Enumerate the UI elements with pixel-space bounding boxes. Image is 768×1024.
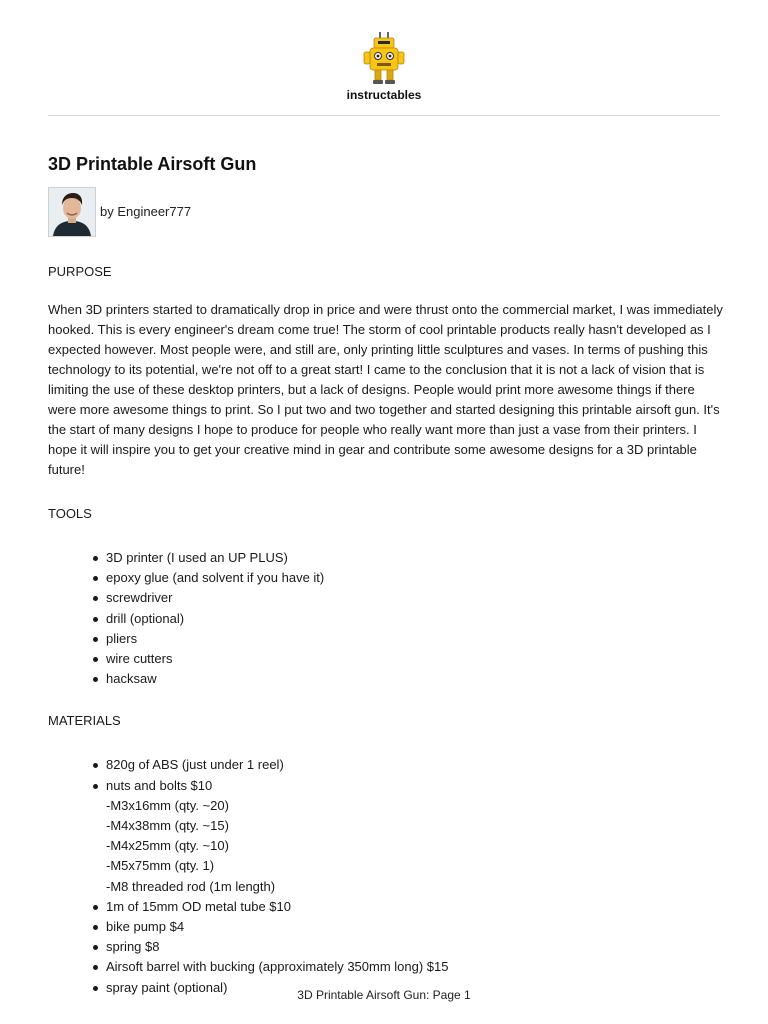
brand-name[interactable]: instructables [346,88,422,102]
materials-sub-item: -M3x16mm (qty. ~20) [106,797,229,813]
tools-list-item: wire cutters [106,649,723,669]
author-avatar[interactable] [48,187,96,237]
materials-list-item-label: nuts and bolts $10 [106,777,213,793]
materials-list-item: Airsoft barrel with bucking (approximately 350mm long) $15 [106,957,723,977]
materials-sub-item: -M5x75mm (qty. 1) [106,858,215,874]
materials-heading: MATERIALS [48,713,121,729]
tools-list-item: screwdriver [106,588,723,608]
materials-list-item: 1m of 15mm OD metal tube $10 [106,897,723,917]
materials-list-item: bike pump $4 [106,917,723,937]
purpose-paragraph: When 3D printers started to dramatically drop in price and were thrust onto the commercial market, I was immediately hooked. This is every engineer's dream come true! The storm of cool printable products really hasn't developed as I expected however. Most people were, and still are, only printing little sculptures and vases. In terms of pushing this technology to its potential, we're not off to a great start! I came to the conclusion that it is not a lack of vision that is limiting the use of these desktop printers, but a lack of designs. People would print more awesome things if there were more awesome things to print. So I put two and two together and started designing this printable airsoft gun. It's the start of many designs I hope to produce for people who really want more than just a vase from their printers. I hope it will inspire you to get your creative mind in gear and contribute some awesome designs for a 3D printable future! [48,302,723,477]
materials-list-item: spray paint (optional) [106,978,723,998]
page-footer: 3D Printable Airsoft Gun: Page 1 [297,988,471,1002]
instructables-robot-logo[interactable] [362,30,406,86]
tools-list-item: pliers [106,629,723,649]
site-header [0,0,768,116]
materials-list [48,755,723,997]
materials-sub-item: -M8 threaded rod (1m length) [106,878,276,894]
tools-list [48,548,723,689]
header-divider [48,115,720,116]
materials-list-item: spring $8 [106,937,723,957]
tools-list-item: drill (optional) [106,609,723,629]
tools-list-item: hacksaw [106,669,723,689]
tools-list-item: epoxy glue (and solvent if you have it) [106,568,723,588]
purpose-heading: PURPOSE [48,264,112,279]
materials-sub-item: -M4x38mm (qty. ~15) [106,818,229,834]
materials-list-item-nuts-bolts [106,776,723,897]
author-photo [49,188,95,236]
author-byline[interactable]: by Engineer777 [100,204,192,219]
tools-list-item: 3D printer (I used an UP PLUS) [106,548,723,568]
materials-list-item: 820g of ABS (just under 1 reel) [106,755,723,775]
materials-sub-item: -M4x25mm (qty. ~10) [106,838,229,854]
article-title: 3D Printable Airsoft Gun [48,154,257,174]
article-body [48,262,723,998]
tools-heading: TOOLS [48,506,92,521]
